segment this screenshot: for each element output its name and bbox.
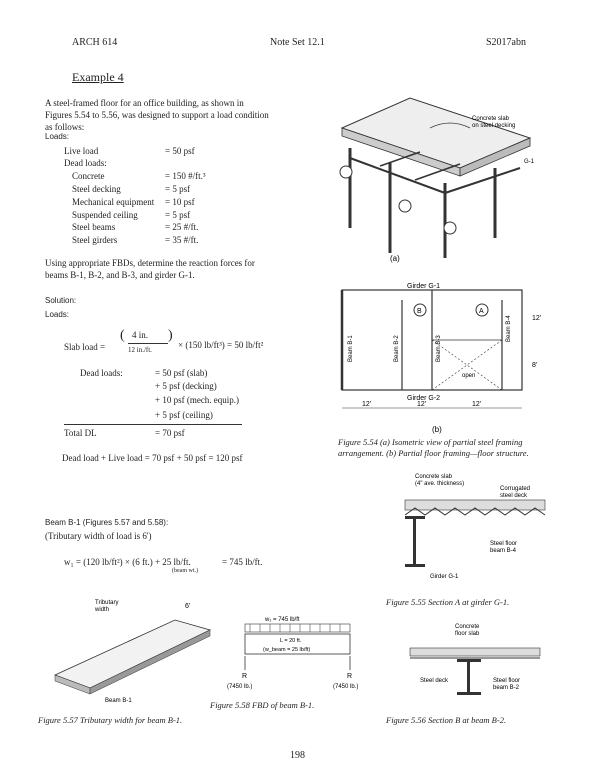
- paren-open: (: [120, 328, 125, 343]
- figure-5-57: [45, 590, 220, 710]
- fbd-load-label: w₁ = 745 lb/ft: [265, 617, 300, 623]
- beam-flange: [405, 564, 425, 567]
- open-label: open: [462, 373, 476, 379]
- fig57-label: 6': [185, 603, 191, 610]
- figure-5-54b: [322, 282, 547, 437]
- intro-line: Figures 5.54 to 5.56, was designed to support a load condition: [45, 110, 269, 120]
- dl-line: + 5 psf (ceiling): [155, 410, 213, 420]
- beam-web: [413, 516, 416, 566]
- slab-frac-den: 12 in./ft.: [128, 346, 152, 354]
- dl-line: = 50 psf (slab): [155, 368, 208, 378]
- beam-b2-label: Beam B-2: [394, 335, 400, 362]
- girder-g1-label: Girder G-1: [407, 283, 441, 290]
- frac-bar: [128, 343, 168, 344]
- fig56-label: beam B-2: [493, 685, 520, 691]
- dead-item-label: Suspended ceiling: [72, 210, 138, 220]
- dl-line: + 10 psf (mech. equip.): [155, 395, 240, 405]
- fig54-caption: Figure 5.54 (a) Isometric view of partial steel framing arrangement. (b) Partial floor framing—floor structure.: [338, 437, 529, 458]
- beam-b1-label: Beam B-1: [348, 335, 354, 362]
- live-load-label: Live load: [64, 146, 99, 156]
- fig58-caption: Figure 5.58 FBD of beam B-1.: [210, 700, 315, 710]
- beam-b1-eq-left: w₁ = (120 lb/ft²) × (6 ft.) + 25 lb/ft.: [64, 557, 191, 567]
- beam-b4-label: Beam B-4: [506, 315, 512, 342]
- side-dim-label: 8': [532, 362, 538, 369]
- beam-flange: [457, 692, 481, 695]
- fig56-label: Steel deck: [420, 678, 449, 684]
- fig54-panel-b: (b): [432, 425, 442, 434]
- fig57-label: Tributary: [95, 600, 119, 606]
- side-dim-label: 12': [532, 315, 542, 322]
- fig55-label: (4" ave. thickness): [415, 481, 465, 487]
- dead-item-label: Concrete: [72, 171, 105, 181]
- intro-line: A steel-framed floor for an office building, as shown in: [45, 98, 244, 108]
- dead-item-label: Steel beams: [72, 222, 116, 232]
- fig55-label: Corrugated: [500, 486, 531, 492]
- total-label: Total DL: [64, 428, 97, 438]
- fig56-caption: Figure 5.56 Section B at beam B-2.: [386, 715, 507, 725]
- fbd-r-right: R: [347, 673, 353, 680]
- fig56-label: Steel floor: [493, 678, 521, 684]
- dim-label: 12': [417, 401, 427, 408]
- fig55-label: beam B-4: [490, 548, 517, 554]
- fig55-label: Girder G-1: [430, 574, 459, 580]
- fbd-span-label: L = 20 ft.: [280, 638, 302, 644]
- fig55-label: Steel floor: [490, 541, 518, 547]
- solution-loads: Loads:: [45, 310, 70, 319]
- beam-flange: [457, 659, 481, 662]
- dead-item-label: Steel decking: [72, 184, 121, 194]
- header-right: S2017abn: [486, 37, 526, 48]
- load-block: [245, 624, 350, 632]
- slab-frac-num: 4 in.: [132, 330, 149, 340]
- dim-label: 12': [362, 401, 372, 408]
- solution-heading: Solution:: [45, 296, 77, 305]
- fig55-label: Concrete slab: [415, 474, 453, 480]
- marker-a: A: [479, 308, 484, 315]
- beam-b1-eq-note: (beam wt.): [172, 568, 198, 574]
- beam-b1-eq-right: = 745 lb/ft.: [222, 557, 263, 567]
- total-value: = 70 psf: [155, 428, 185, 438]
- load-arrows: [250, 624, 340, 632]
- dead-item-value: = 5 psf: [165, 184, 191, 194]
- beam-web: [467, 662, 470, 692]
- dead-item-value: = 10 psf: [165, 197, 195, 207]
- slab-section: [410, 648, 540, 656]
- live-load-value: = 50 psf: [165, 146, 195, 156]
- fig55-label: steel deck: [500, 493, 528, 499]
- header-center: Note Set 12.1: [270, 37, 325, 48]
- loads-heading: Loads:: [45, 132, 70, 141]
- marker-b: B: [417, 308, 422, 315]
- tributary-strip: [55, 620, 210, 688]
- fbd-r-left-val: (7450 lb.): [227, 684, 253, 690]
- figure-5-55: [395, 470, 555, 585]
- fig56-label: floor slab: [455, 631, 480, 637]
- dead-item-value: = 5 psf: [165, 210, 191, 220]
- beam-b1-heading: Beam B-1 (Figures 5.57 and 5.58):: [45, 518, 169, 527]
- figure-5-54a: [320, 88, 550, 263]
- girder-g2-label: Girder G-2: [407, 395, 441, 402]
- figure-5-58: [225, 612, 370, 697]
- dead-item-label: Mechanical equipment: [72, 197, 155, 207]
- dead-item-value: = 150 #/ft.³: [165, 171, 206, 181]
- paren-close: ): [168, 328, 173, 343]
- label-b3-circle: [399, 200, 411, 212]
- fbd-beam-wt-label: (w_beam = 25 lb/ft): [263, 647, 311, 653]
- fig55-caption: Figure 5.55 Section A at girder G-1.: [386, 597, 510, 607]
- beam-flange: [405, 516, 425, 519]
- dead-item-value: = 35 #/ft.: [165, 235, 199, 245]
- fig54-g1-label: G-1: [524, 159, 535, 165]
- beam-b1-sub: (Tributary width of load is 6'): [45, 531, 152, 541]
- example-title: Example 4: [72, 70, 124, 84]
- label-b4-circle: [444, 222, 456, 234]
- fbd-r-left: R: [242, 673, 248, 680]
- slab-mid: × (150 lb/ft³) = 50 lb/ft²: [178, 340, 264, 350]
- fig54-panel-a: (a): [390, 254, 400, 263]
- header-left: ARCH 614: [72, 37, 118, 48]
- dim-label: 12': [472, 401, 482, 408]
- task-line: beams B-1, B-2, and B-3, and girder G-1.: [45, 270, 195, 280]
- slab-label: Slab load =: [64, 342, 106, 352]
- dead-item-value: = 25 #/ft.: [165, 222, 199, 232]
- fig57-label: width: [95, 607, 110, 613]
- dead-loads-heading: Dead loads:: [64, 158, 107, 168]
- figure-5-56: [405, 620, 555, 710]
- task-line: Using appropriate FBDs, determine the reaction forces for: [45, 258, 255, 268]
- label-b1-circle: [340, 166, 352, 178]
- beam-b3-label: Beam B-3: [436, 335, 442, 362]
- task-paragraph: [45, 257, 255, 281]
- intro-line: as follows:: [45, 122, 85, 132]
- dl-label: Dead loads:: [80, 368, 123, 378]
- fig57-caption: Figure 5.57 Tributary width for beam B-1.: [38, 715, 183, 725]
- dead-item-label: Steel girders: [72, 235, 118, 245]
- combo-line: Dead load + Live load = 70 psf + 50 psf = 120 psf: [62, 453, 243, 463]
- fig54-slab-label: Concrete slab: [472, 116, 510, 122]
- fig57-label: Beam B-1: [105, 698, 132, 704]
- fig54-slab-label2: on steel decking: [472, 123, 516, 129]
- dl-line: + 5 psf (decking): [155, 381, 217, 391]
- intro-paragraph: [45, 97, 269, 133]
- fig56-label: Concrete: [455, 624, 480, 630]
- total-rule: [64, 424, 242, 425]
- fbd-r-right-val: (7450 lb.): [333, 684, 359, 690]
- page-number: 198: [290, 750, 305, 761]
